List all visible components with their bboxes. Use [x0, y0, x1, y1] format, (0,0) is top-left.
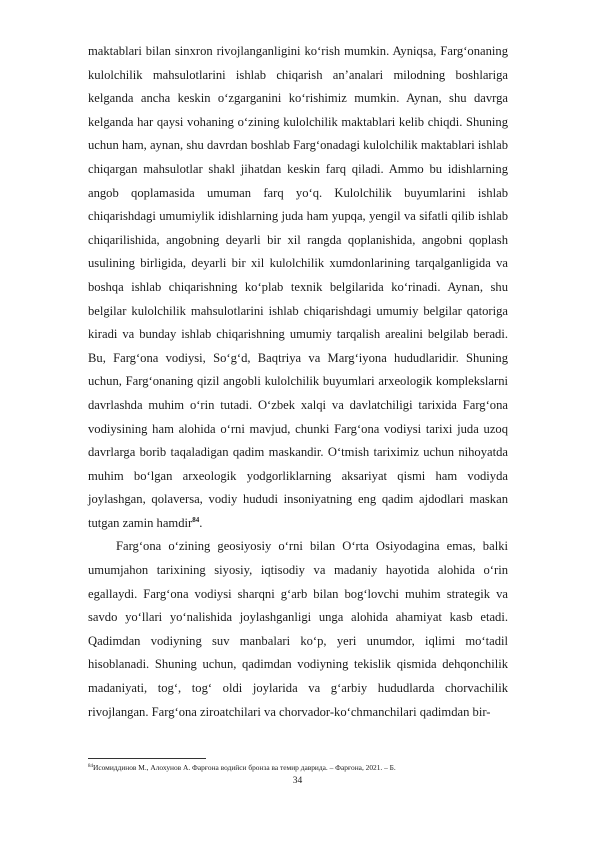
- paragraph-1-text: maktablari bilan sinxron rivojlanganligini ko‘rish mumkin. Ayniqsa, Farg‘onaning kulolchilik mahsulotlarini ishlab chiqarish an’analari milodning boshlariga kelganda ancha keskin o‘zgarganini ko‘rishimiz mumkin. Aynan, shu davrga kelganda har qaysi vohaning o‘zining kulolchilik maktablari kelib chiqdi. Shuning uchun ham, aynan, shu davrdan boshlab Farg‘onadagi kulolchilik maktablari ishlab chiqargan mahsulotlar shakl jihatdan keskin farq qiladi. Ammo bu idishlarning angob qoplamasida umuman farq yo‘q. Kulolchilik buyumlarini ishlab chiqarishdagi umumiylik idishlarning juda ham yupqa, yengil va sifatli qilib ishlab chiqarilishida, angobning deyarli bir xil rangda qoplanishida, angobni qoplash usulining birligida, deyarli bir xil kulolchilik xumdonlarining tarqalganligida va boshqa ishlab chiqarishning ko‘plab texnik belgilarida ko‘rinadi. Aynan, shu belgilar kulolchilik mahsulotlarini ishlab chiqarishdagi umumiy belgilar qatoriga kiradi va bunday ishlab chiqarishning umumiy tarqalish arealini belgilab beradi. Bu, Farg‘ona vodiysi, So‘g‘d, Baqtriya va Marg‘iyona hududlaridir. Shuning uchun, Farg‘onaning qizil angobli kulolchilik buyumlari arxeologik komplekslarni davrlashda muhim o‘rin tutadi. O‘zbek xalqi va davlatchiligi tarixida Farg‘ona vodiysining ham alohida o‘rni mavjud, chunki Farg‘ona vodiysi tarixi juda uzoq davrlarga borib taqaladigan qadim maskandir. O‘tmish tariximiz uchun nihoyatda muhim bo‘lgan arxeologik yodgorliklarning aksariyat qismi ham vodiyda joylashgan, qolaversa, vodiy hududi insoniyatning eng qadim ajdodlari maskan tutgan zamin hamdir: [88, 44, 508, 530]
- paragraph-1: [88, 40, 508, 535]
- footnote: [88, 763, 508, 773]
- body-text: [88, 40, 508, 724]
- paragraph-1-end: .: [199, 515, 203, 530]
- page-number: 34: [292, 776, 303, 786]
- footnote-reference: 84: [192, 515, 200, 524]
- footnote-separator: [88, 758, 206, 759]
- paragraph-2: Farg‘ona o‘zining geosiyosiy o‘rni bilan O‘rta Osiyodagina emas, balki umumjahon tarixining siyosiy, iqtisodiy va madaniy hayotida alohida o‘rin egallaydi. Farg‘ona vodiysi sharqni g‘arb bilan bog‘lovchi muhim strategik va savdo yo‘llari yo‘nalishida joylashganligi unga alohida ahamiyat kasb etadi. Qadimdan vodiyning suv manbalari ko‘p, yeri unumdor, iqlimi mo‘tadil hisoblanadi. Shuning uchun, qadimdan vodiyning tekislik qismida dehqonchilik madaniyati, tog‘, tog‘ oldi joylarida va g‘arbiy hududlarda chorvachilik rivojlangan. Farg‘ona ziroatchilari va chorvador-ko‘chmanchilari qadimdan bir-: [88, 539, 508, 719]
- footnote-text: Исомиддинов М., Алохунов А. Фарғона водийси бронза ва темир даврида. – Фарғона, 2021. – Б.: [93, 763, 396, 772]
- footnote-marker: 84: [88, 764, 93, 769]
